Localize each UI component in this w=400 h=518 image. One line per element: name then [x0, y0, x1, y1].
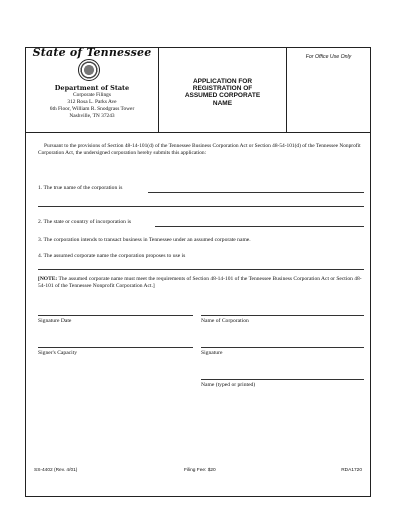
corporation-name-field[interactable]: [201, 315, 364, 316]
office-use-label: For Office Use Only: [305, 54, 352, 60]
note-label: [NOTE:: [38, 276, 58, 282]
printed-name-label: Name (typed or printed): [201, 382, 256, 388]
signature-field[interactable]: [201, 347, 364, 348]
form-title-line-3: ASSUMED CORPORATE: [184, 92, 261, 100]
printed-name-field[interactable]: [201, 379, 364, 380]
header-agency-block: [26, 48, 159, 132]
state-of-incorporation-field[interactable]: [155, 226, 364, 227]
signer-capacity-label: Signer's Capacity: [38, 350, 78, 356]
header-divider: [26, 132, 370, 133]
intro-paragraph: Pursuant to the provisions of Section 48-14-101(d) of the Tennessee Business Corporation Act or Section 48-54-101(d) of the Tennessee Nonprofit Corporation Act, the undersigned corporation hereby submits this application:: [38, 143, 361, 157]
form-code: RDA1720: [341, 468, 362, 473]
state-title: State of Tennessee: [32, 46, 152, 59]
form-number: SS-4402 (Rev. 4/01): [34, 468, 78, 473]
signature-date-label: Signature Date: [38, 318, 72, 324]
address-line-3: 6th Floor, William R. Snodgrass Tower: [49, 106, 135, 112]
signer-capacity-field[interactable]: [38, 347, 193, 348]
header-title-block: [159, 48, 287, 132]
form-title: [159, 78, 286, 107]
true-name-field-line-2[interactable]: [38, 206, 364, 207]
form-title-line-4: NAME: [212, 99, 233, 107]
filing-fee: Filing Fee: $20: [184, 468, 216, 473]
signature-date-field[interactable]: [38, 315, 193, 316]
department-name: Department of State: [54, 84, 130, 92]
item-2-label: 2. The state or country of incorporation is: [38, 219, 132, 225]
form-title-line-1: APPLICATION FOR: [192, 78, 253, 85]
form-frame: [25, 47, 371, 497]
state-seal-icon: [78, 59, 100, 81]
office-use-block: [287, 48, 370, 132]
note-text: The assumed corporate name must meet the requirements of Section 48-14-101 of the Tennessee Business Corporation Act or Section 48-54-101 of the Tennessee Nonprofit Corporation Act.]: [38, 276, 362, 290]
assumed-name-field[interactable]: [38, 269, 364, 270]
corporation-name-label: Name of Corporation: [201, 318, 249, 324]
item-4-label: 4. The assumed corporate name the corporation proposes to use is: [38, 253, 186, 259]
address-line-1: Corporate Filings: [73, 92, 111, 98]
address-line-4: Nashville, TN 37243: [69, 113, 115, 119]
true-name-field[interactable]: [148, 192, 364, 193]
form-title-line-2: REGISTRATION OF: [192, 85, 253, 93]
item-3-label: 3. The corporation intends to transact business in Tennessee under an assumed corporate name.: [38, 237, 251, 243]
note-paragraph: [38, 276, 364, 290]
item-1-label: 1. The true name of the corporation is: [38, 185, 123, 191]
signature-label: Signature: [201, 350, 223, 356]
address-line-2: 312 Rosa L. Parks Ave: [67, 99, 117, 105]
